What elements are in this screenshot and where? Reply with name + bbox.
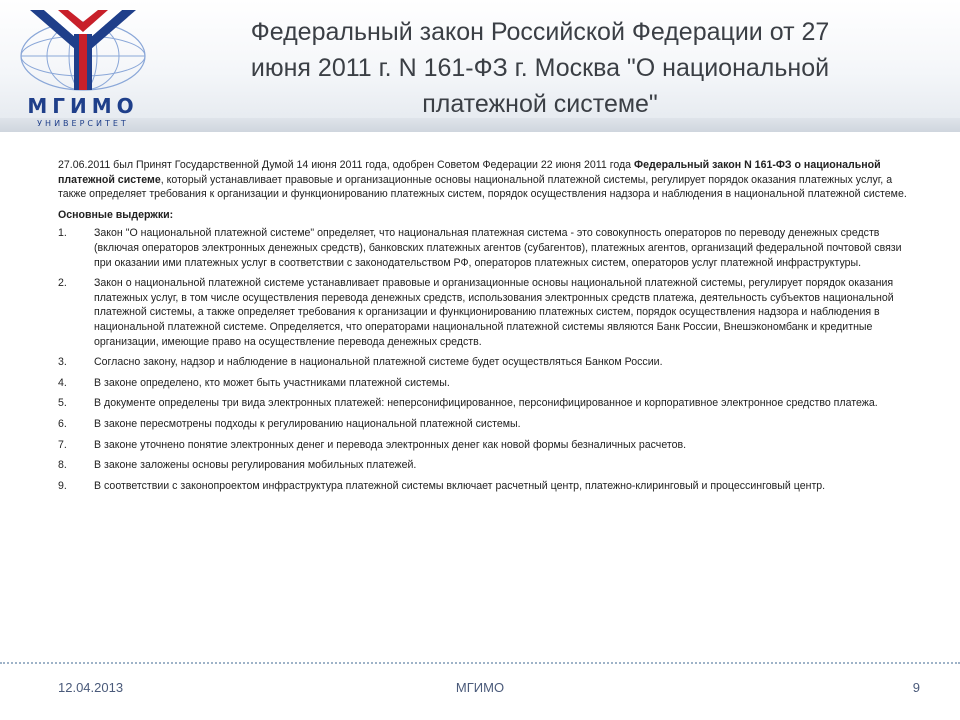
item-text: В законе уточнено понятие электронных денег и перевода электронных денег как новой формы безналичных расчетов. (94, 438, 687, 451)
item-text: В законе заложены основы регулирования мобильных платежей. (94, 459, 417, 472)
item-number: 8. (58, 459, 67, 472)
list-item (58, 479, 908, 494)
mgimo-logo (8, 4, 158, 128)
excerpts-heading: Основные выдержки: (58, 208, 174, 221)
item-text: В соответствии с законопроектом инфраструктура платежной системы включает расчетный центр, платежно-клиринговый и процессинговый центр. (94, 479, 826, 492)
item-number: 2. (58, 277, 67, 290)
item-number: 7. (58, 438, 67, 451)
item-number: 5. (58, 397, 67, 410)
list-item (58, 396, 908, 411)
item-number: 3. (58, 356, 67, 369)
list-item (58, 226, 908, 270)
item-number: 1. (58, 227, 67, 240)
list-item (58, 355, 908, 370)
excerpts-list (58, 226, 908, 493)
page-number: 9 (912, 680, 920, 695)
list-item (58, 376, 908, 391)
item-text: Согласно закону, надзор и наблюдение в национальной платежной системе будет осуществляться Банком России. (94, 356, 663, 369)
intro-law-name: Федеральный закон N 161-ФЗ о национальной платежной системе (58, 159, 881, 186)
footer-divider (0, 662, 960, 664)
intro-paragraph (58, 158, 908, 202)
logo-subtitle: УНИВЕРСИТЕТ (37, 119, 129, 128)
footer-organization: МГИМО (455, 680, 505, 695)
title-line: платежной системе" (422, 90, 658, 118)
title-line: июня 2011 г. N 161-ФЗ г. Москва "О национальной (250, 54, 830, 82)
item-number: 4. (58, 376, 67, 389)
intro-text-start: 27.06.2011 был Принят Государственной Думой 14 июня 2011 года, одобрен Советом Федерации 22 июня 2011 года (58, 159, 635, 171)
slide-title (160, 14, 920, 122)
list-item (58, 438, 908, 453)
footer-date: 12.04.2013 (58, 680, 124, 695)
logo-wordmark: МГИМО (27, 94, 139, 118)
slide-body (58, 158, 908, 499)
intro-text-end: , который устанавливает правовые и организационные основы национальной платежной системы, регулирует порядок оказания платежных услуг, а также определяет требования к организации и функционированию платежных систем, порядок осуществления надзора и наблюдения в национальной платежной системе. (58, 173, 907, 201)
item-text: Закон "О национальной платежной системе" определяет, что национальная платежная система - это совокупность операторов по переводу денежных средств (включая операторов электронных денежных средств), банковских платежных агентов (субагентов), платежных агентов, организаций федеральной почтовой связи при оказании ими платежных услуг в соответствии с законодательством РФ, операторов платежных систем, операторов услуг платежной инфраструктуры. (94, 227, 902, 269)
item-text: В законе пересмотрены подходы к регулированию национальной платежной системы. (94, 417, 521, 430)
list-item (58, 458, 908, 473)
slide-header (0, 0, 960, 132)
list-item (58, 417, 908, 432)
item-text: Закон о национальной платежной системе устанавливает правовые и организационные основы национальной платежной системы, регулирует порядок оказания платежных услуг, в том числе осуществления перевода денежных средств, использования электронных средств платежа, деятельность субъектов национальной платежной системы, а также определяет требования к организации и функционированию платежных систем, порядок осуществления надзора и наблюдения в национальной платежной системе. Определяется, что операторами национальной платежной системы являются Банк России, Внешэкономбанк и кредитные организации, имеющие право на осуществление перевода денежных средств. (94, 277, 894, 348)
list-item (58, 276, 908, 349)
title-line: Федеральный закон Российской Федерации от 27 (250, 18, 830, 46)
item-text: В документе определены три вида электронных платежей: неперсонифицированное, персонифицированное и корпоративное электронное средство платежа. (94, 397, 878, 410)
globe-emblem-icon (8, 4, 158, 96)
item-text: В законе определено, кто может быть участниками платежной системы. (94, 376, 450, 389)
item-number: 9. (58, 479, 67, 492)
item-number: 6. (58, 417, 67, 430)
